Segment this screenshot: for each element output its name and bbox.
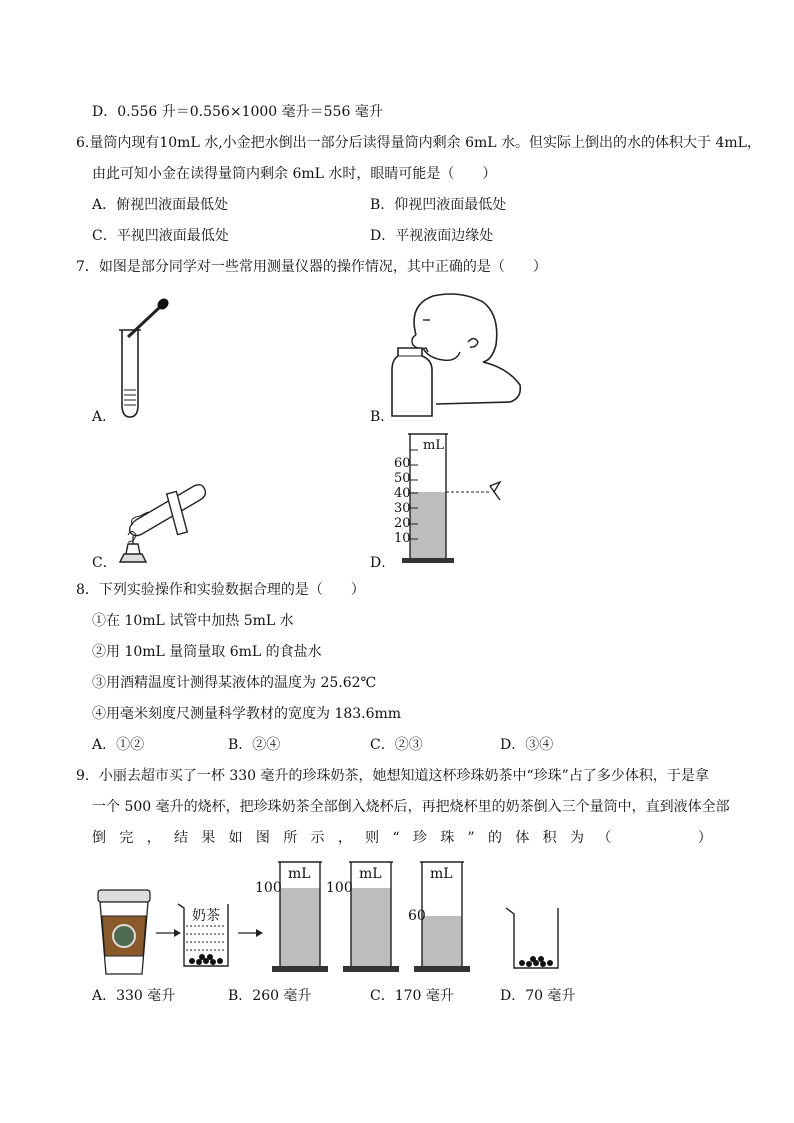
- q9-char: ）: [697, 830, 712, 846]
- cylinder-1-unit: mL: [288, 866, 311, 882]
- q6-option-a: A．俯视凹液面最低处: [92, 197, 229, 213]
- q7-label-a: A．: [92, 409, 117, 425]
- cylinder-tick-30: 30: [394, 501, 411, 516]
- cylinder-3-label: 60: [408, 908, 426, 924]
- q9-option-b: B．260 毫升: [228, 988, 312, 1004]
- q8-item-2: ②用 10mL 量筒量取 6mL 的食盐水: [92, 644, 322, 660]
- heating-tube-figure: [118, 480, 208, 570]
- q9-char: [625, 829, 685, 847]
- cylinder-tick-50: 50: [394, 471, 411, 486]
- q9-char: 为: [569, 830, 584, 846]
- q9-char: 倒: [92, 830, 106, 846]
- q8-item-4: ④用毫米刻度尺测量科学教材的宽度为 183.6mm: [92, 706, 402, 722]
- q9-char: 积: [542, 830, 557, 846]
- q9-option-a: A．330 毫升: [92, 988, 176, 1004]
- q9-char: 珍: [412, 830, 427, 846]
- q9-char: 如: [228, 830, 243, 846]
- cylinder-unit: mL: [423, 438, 444, 453]
- q9-char: 果: [201, 830, 216, 846]
- q9-char: 体: [515, 830, 530, 846]
- milk-tea-cup-figure: [94, 888, 154, 976]
- cylinder-tick-40: 40: [394, 486, 411, 501]
- q6-option-c: C．平视凹液面最低处: [92, 228, 229, 244]
- q9-char: ，: [337, 830, 352, 846]
- q7-label-b: B．: [370, 409, 395, 425]
- q9-stem-line1: 9．小丽去超市买了一杯 330 毫升的珍珠奶茶，她想知道这杯珍珠奶茶中“珍珠”占了多少体积，于是拿: [76, 768, 709, 784]
- q9-option-c: C．170 毫升: [370, 988, 454, 1004]
- q5-option-d: D．0.556 升＝0.556×1000 毫升＝556 毫升: [92, 104, 383, 120]
- q9-char: 珠: [440, 830, 455, 846]
- q6-option-b: B．仰视凹液面最低处: [370, 197, 507, 213]
- q9-char: 完: [119, 830, 134, 846]
- q9-char: 示: [310, 830, 325, 846]
- test-tube-dropper-figure: [110, 295, 180, 420]
- q6-stem-line2: 由此可知小金在读得量筒内剩余 6mL 水时，眼睛可能是（ ）: [92, 166, 497, 182]
- cylinder-tick-20: 20: [394, 516, 411, 531]
- q7-stem: 7．如图是部分同学对一些常用测量仪器的操作情况，其中正确的是（ ）: [76, 259, 547, 275]
- cylinder-tick-60: 60: [394, 456, 411, 471]
- q8-option-a: A．①②: [92, 737, 145, 753]
- q7-label-d: D．: [370, 555, 396, 571]
- q9-stem-line3: [92, 829, 712, 847]
- cylinder-2-unit: mL: [359, 866, 382, 882]
- q8-item-3: ③用酒精温度计测得某液体的温度为 25.62℃: [92, 675, 377, 691]
- q9-char: ，: [146, 830, 161, 846]
- q8-option-b: B．②④: [228, 737, 281, 753]
- q8-option-d: D．③④: [500, 737, 554, 753]
- q7-label-c: C．: [92, 555, 117, 571]
- q9-char: 结: [173, 830, 188, 846]
- q9-option-d: D．70 毫升: [500, 988, 576, 1004]
- cylinder-1-label: 100: [255, 880, 282, 896]
- q9-char: 的: [488, 830, 503, 846]
- q9-char: ”: [467, 830, 475, 846]
- q9-stem-line2: 一个 500 毫升的烧杯，把珍珠奶茶全部倒入烧杯后，再把烧杯里的奶茶倒入三个量筒中，直到液体全部: [92, 799, 730, 815]
- q6-stem-line1: 6.量筒内现有10mL 水,小金把水倒出一部分后读得量筒内剩余 6mL 水。但实际上倒出的水的体积大于 4mL，: [76, 135, 761, 151]
- pearl-beaker-figure: [504, 904, 564, 970]
- smelling-bottle-figure: [388, 290, 523, 418]
- cylinder-2-label: 100: [326, 880, 353, 896]
- q6-option-d: D．平视液面边缘处: [370, 228, 494, 244]
- cylinder-3-unit: mL: [430, 866, 453, 882]
- q8-option-c: C．②③: [370, 737, 423, 753]
- cylinder-tick-10: 10: [394, 531, 411, 546]
- q9-char: “: [392, 830, 400, 846]
- beaker-label: 奶茶: [192, 908, 220, 924]
- q9-char: 则: [365, 830, 380, 846]
- q9-char: 图: [255, 830, 270, 846]
- arrow-icon: [238, 928, 264, 938]
- q8-item-1: ①在 10mL 试管中加热 5mL 水: [92, 613, 294, 629]
- q9-char: 所: [283, 830, 298, 846]
- q8-stem: 8．下列实验操作和实验数据合理的是（ ）: [76, 582, 365, 598]
- q9-char: （: [597, 830, 612, 846]
